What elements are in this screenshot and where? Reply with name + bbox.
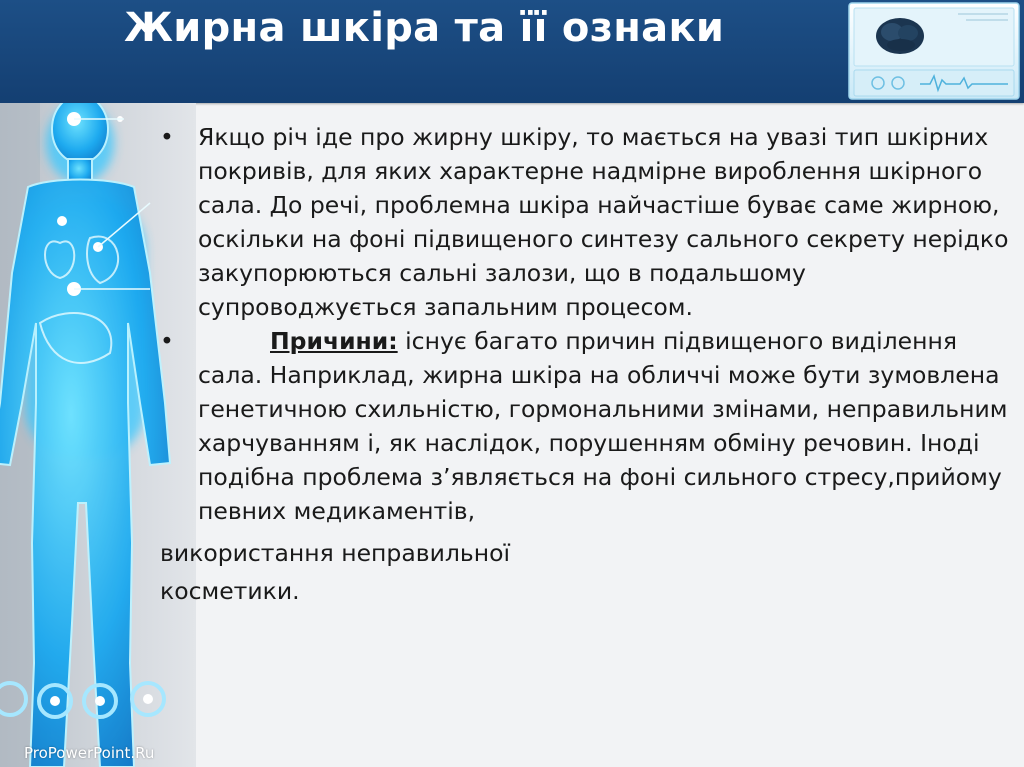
continuation-line: косметики. (160, 577, 300, 605)
bullet-marker: • (160, 123, 174, 151)
bullet-item (160, 120, 1010, 324)
bullet-marker: • (160, 327, 174, 355)
continuation-text (160, 528, 1010, 610)
bullet-text: Якщо річ іде про жирну шкіру, то мається на увазі тип шкірних покривів, для яких характерне надмірне вироблення шкірного сала. До речі, проблемна шкіра найчастіше буває саме жирною, оскільки на фоні підвищеного синтезу сального секрету нерідко закупорюються сальні залози, що в подальшому супроводжується запальним процесом. (198, 123, 1009, 321)
continuation-line: використання неправильної (160, 539, 510, 567)
title-banner (0, 0, 1024, 103)
slide-content (160, 120, 1010, 610)
bullet-item (160, 324, 1010, 528)
brain-icon (876, 18, 924, 54)
watermark: ProPowerPoint.Ru (24, 744, 155, 762)
bullet-text: існує багато причин підвищеного виділення сала. Наприклад, жирна шкіра на обличчі може бути зумовлена генетичною схильністю, гормональними змінами, неправильним харчуванням і, як наслідок, порушенням обміну речовин. Іноді подібна проблема з’являється на фоні сильного стресу,прийому певних медикаментів, (198, 327, 1008, 525)
causes-label: Причини: (270, 327, 398, 355)
slide-title: Жирна шкіра та її ознаки (124, 5, 725, 51)
medical-hud-panel (848, 2, 1020, 100)
